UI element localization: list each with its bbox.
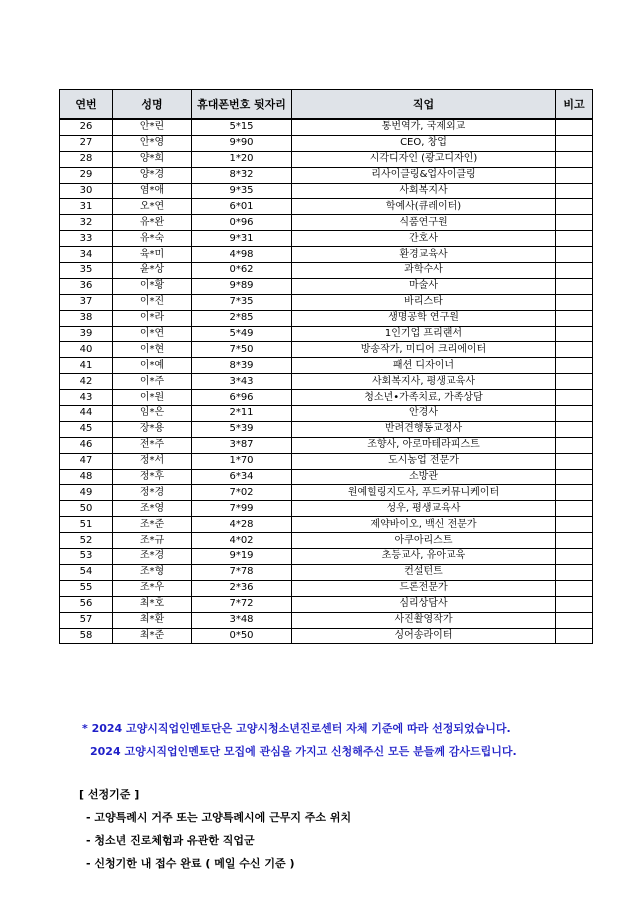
cell-phone: 0*62 <box>192 263 292 279</box>
cell-no: 46 <box>60 437 113 453</box>
cell-no: 45 <box>60 421 113 437</box>
cell-no: 42 <box>60 374 113 390</box>
cell-name: 유*숙 <box>113 231 192 247</box>
cell-no: 56 <box>60 596 113 612</box>
table-row <box>60 263 593 279</box>
cell-name: 조*준 <box>113 517 192 533</box>
cell-phone: 7*78 <box>192 564 292 580</box>
cell-note <box>556 390 593 406</box>
table-row <box>60 151 593 167</box>
cell-no: 34 <box>60 247 113 263</box>
cell-note <box>556 342 593 358</box>
cell-no: 37 <box>60 294 113 310</box>
cell-job: 생명공학 연구원 <box>292 310 556 326</box>
cell-job: 초등교사, 유아교육 <box>292 549 556 565</box>
cell-phone: 4*02 <box>192 533 292 549</box>
cell-job: 간호사 <box>292 231 556 247</box>
table-row <box>60 374 593 390</box>
table-row <box>60 310 593 326</box>
table-row <box>60 596 593 612</box>
cell-note <box>556 326 593 342</box>
cell-phone: 7*72 <box>192 596 292 612</box>
table-row <box>60 231 593 247</box>
cell-note <box>556 580 593 596</box>
cell-note <box>556 358 593 374</box>
cell-name: 윤*상 <box>113 263 192 279</box>
cell-name: 장*용 <box>113 421 192 437</box>
cell-name: 안*영 <box>113 135 192 151</box>
header-note: 비고 <box>556 90 593 120</box>
table-row <box>60 628 593 644</box>
cell-note <box>556 294 593 310</box>
cell-phone: 6*01 <box>192 199 292 215</box>
cell-no: 32 <box>60 215 113 231</box>
cell-note <box>556 215 593 231</box>
cell-job: 1인기업 프리랜서 <box>292 326 556 342</box>
cell-name: 조*규 <box>113 533 192 549</box>
table-row <box>60 342 593 358</box>
cell-phone: 9*89 <box>192 278 292 294</box>
cell-note <box>556 374 593 390</box>
cell-note <box>556 612 593 628</box>
cell-note <box>556 533 593 549</box>
cell-phone: 6*96 <box>192 390 292 406</box>
cell-no: 57 <box>60 612 113 628</box>
cell-job: 제약바이오, 백신 전문가 <box>292 517 556 533</box>
table-row <box>60 485 593 501</box>
cell-name: 유*완 <box>113 215 192 231</box>
cell-job: 사회복지사 <box>292 183 556 199</box>
cell-no: 40 <box>60 342 113 358</box>
cell-no: 52 <box>60 533 113 549</box>
cell-no: 55 <box>60 580 113 596</box>
cell-name: 육*미 <box>113 247 192 263</box>
cell-name: 조*영 <box>113 501 192 517</box>
cell-job: 학예사(큐레이터) <box>292 199 556 215</box>
cell-phone: 4*98 <box>192 247 292 263</box>
cell-job: 성우, 평생교육사 <box>292 501 556 517</box>
cell-job: 사회복지사, 평생교육사 <box>292 374 556 390</box>
cell-name: 이*라 <box>113 310 192 326</box>
table-row <box>60 580 593 596</box>
cell-no: 48 <box>60 469 113 485</box>
cell-job: 과학수사 <box>292 263 556 279</box>
cell-phone: 3*43 <box>192 374 292 390</box>
table-row <box>60 612 593 628</box>
cell-job: 소방관 <box>292 469 556 485</box>
cell-phone: 2*36 <box>192 580 292 596</box>
criteria-item: - 고양특례시 거주 또는 고양특례시에 근무지 주소 위치 <box>86 811 352 824</box>
cell-no: 41 <box>60 358 113 374</box>
cell-name: 이*진 <box>113 294 192 310</box>
cell-note <box>556 421 593 437</box>
cell-no: 28 <box>60 151 113 167</box>
cell-no: 49 <box>60 485 113 501</box>
table-row <box>60 406 593 422</box>
cell-no: 54 <box>60 564 113 580</box>
cell-name: 양*경 <box>113 167 192 183</box>
cell-name: 정*경 <box>113 485 192 501</box>
cell-job: 컨설턴트 <box>292 564 556 580</box>
cell-note <box>556 406 593 422</box>
cell-note <box>556 628 593 644</box>
cell-note <box>556 278 593 294</box>
header-job: 직업 <box>292 90 556 120</box>
cell-name: 조*경 <box>113 549 192 565</box>
cell-job: 패션 디자이너 <box>292 358 556 374</box>
table-row <box>60 437 593 453</box>
table-row <box>60 358 593 374</box>
cell-name: 이*황 <box>113 278 192 294</box>
cell-name: 정*후 <box>113 469 192 485</box>
criteria-title: [ 선정기준 ] <box>79 788 140 801</box>
cell-job: 환경교육사 <box>292 247 556 263</box>
cell-name: 양*희 <box>113 151 192 167</box>
table-row <box>60 549 593 565</box>
table-header-row <box>60 90 593 120</box>
cell-phone: 3*48 <box>192 612 292 628</box>
cell-no: 36 <box>60 278 113 294</box>
cell-no: 26 <box>60 119 113 135</box>
table-row <box>60 119 593 135</box>
cell-phone: 3*87 <box>192 437 292 453</box>
table-header <box>60 90 593 120</box>
cell-phone: 0*96 <box>192 215 292 231</box>
cell-no: 30 <box>60 183 113 199</box>
cell-note <box>556 151 593 167</box>
cell-phone: 8*39 <box>192 358 292 374</box>
table-row <box>60 564 593 580</box>
cell-no: 33 <box>60 231 113 247</box>
header-no: 연번 <box>60 90 113 120</box>
criteria-item: - 신청기한 내 접수 완료 ( 메일 수신 기준 ) <box>86 857 295 870</box>
cell-phone: 9*31 <box>192 231 292 247</box>
header-name: 성명 <box>113 90 192 120</box>
cell-no: 35 <box>60 263 113 279</box>
cell-note <box>556 501 593 517</box>
cell-phone: 5*49 <box>192 326 292 342</box>
cell-note <box>556 119 593 135</box>
cell-job: 통번역가, 국제외교 <box>292 119 556 135</box>
cell-job: 마술사 <box>292 278 556 294</box>
cell-job: 사진촬영작가 <box>292 612 556 628</box>
cell-name: 조*형 <box>113 564 192 580</box>
table-row <box>60 183 593 199</box>
cell-phone: 7*50 <box>192 342 292 358</box>
cell-phone: 9*90 <box>192 135 292 151</box>
cell-note <box>556 135 593 151</box>
cell-note <box>556 183 593 199</box>
cell-name: 이*연 <box>113 326 192 342</box>
cell-phone: 1*20 <box>192 151 292 167</box>
cell-phone: 8*32 <box>192 167 292 183</box>
cell-no: 47 <box>60 453 113 469</box>
cell-phone: 5*15 <box>192 119 292 135</box>
table-row <box>60 199 593 215</box>
cell-phone: 2*11 <box>192 406 292 422</box>
cell-note <box>556 485 593 501</box>
cell-job: 식품연구원 <box>292 215 556 231</box>
table-row <box>60 326 593 342</box>
cell-phone: 7*35 <box>192 294 292 310</box>
cell-phone: 4*28 <box>192 517 292 533</box>
cell-no: 38 <box>60 310 113 326</box>
cell-phone: 7*02 <box>192 485 292 501</box>
cell-no: 51 <box>60 517 113 533</box>
cell-name: 이*예 <box>113 358 192 374</box>
cell-job: 반려견행동교정사 <box>292 421 556 437</box>
cell-job: 안경사 <box>292 406 556 422</box>
notice-line-1: * 2024 고양시직업인멘토단은 고양시청소년진로센터 자체 기준에 따라 선정되었습니다. <box>82 722 511 735</box>
cell-note <box>556 231 593 247</box>
cell-note <box>556 310 593 326</box>
cell-no: 43 <box>60 390 113 406</box>
cell-note <box>556 199 593 215</box>
cell-job: 도시농업 전문가 <box>292 453 556 469</box>
cell-no: 53 <box>60 549 113 565</box>
table-row <box>60 501 593 517</box>
table-row <box>60 469 593 485</box>
cell-job: 바리스타 <box>292 294 556 310</box>
cell-name: 조*우 <box>113 580 192 596</box>
cell-phone: 9*19 <box>192 549 292 565</box>
cell-job: 아쿠아리스트 <box>292 533 556 549</box>
cell-no: 58 <box>60 628 113 644</box>
table-row <box>60 294 593 310</box>
cell-phone: 6*34 <box>192 469 292 485</box>
cell-no: 39 <box>60 326 113 342</box>
cell-no: 27 <box>60 135 113 151</box>
table-body <box>60 119 593 644</box>
cell-note <box>556 247 593 263</box>
cell-name: 이*현 <box>113 342 192 358</box>
table-row <box>60 390 593 406</box>
cell-no: 31 <box>60 199 113 215</box>
cell-name: 전*주 <box>113 437 192 453</box>
table-row <box>60 247 593 263</box>
cell-job: CEO, 창업 <box>292 135 556 151</box>
cell-phone: 2*85 <box>192 310 292 326</box>
cell-name: 오*연 <box>113 199 192 215</box>
cell-job: 방송작가, 미디어 크리에이터 <box>292 342 556 358</box>
notice-line-2: 2024 고양시직업인멘토단 모집에 관심을 가지고 신청해주신 모든 분들께 감사드립니다. <box>90 745 517 758</box>
cell-name: 임*은 <box>113 406 192 422</box>
cell-no: 44 <box>60 406 113 422</box>
table-row <box>60 453 593 469</box>
cell-phone: 9*35 <box>192 183 292 199</box>
cell-name: 안*린 <box>113 119 192 135</box>
header-phone: 휴대폰번호 뒷자리 <box>192 90 292 120</box>
cell-note <box>556 437 593 453</box>
cell-phone: 0*50 <box>192 628 292 644</box>
cell-note <box>556 596 593 612</box>
cell-name: 이*원 <box>113 390 192 406</box>
cell-job: 조향사, 아로마테라피스트 <box>292 437 556 453</box>
cell-note <box>556 263 593 279</box>
criteria-item: - 청소년 진로체험과 유관한 직업군 <box>86 834 255 847</box>
mentor-roster-table <box>59 89 593 644</box>
table-row <box>60 278 593 294</box>
cell-job: 싱어송라이터 <box>292 628 556 644</box>
table-row <box>60 167 593 183</box>
cell-name: 최*환 <box>113 612 192 628</box>
cell-name: 정*서 <box>113 453 192 469</box>
cell-note <box>556 453 593 469</box>
cell-no: 50 <box>60 501 113 517</box>
cell-job: 리사이클링&업사이클링 <box>292 167 556 183</box>
table-row <box>60 533 593 549</box>
cell-job: 심리상담사 <box>292 596 556 612</box>
table-row <box>60 135 593 151</box>
table-row <box>60 215 593 231</box>
cell-name: 염*애 <box>113 183 192 199</box>
cell-note <box>556 167 593 183</box>
cell-no: 29 <box>60 167 113 183</box>
cell-job: 청소년•가족치료, 가족상담 <box>292 390 556 406</box>
cell-name: 이*주 <box>113 374 192 390</box>
cell-phone: 7*99 <box>192 501 292 517</box>
cell-job: 드론전문가 <box>292 580 556 596</box>
cell-note <box>556 469 593 485</box>
cell-note <box>556 564 593 580</box>
cell-phone: 1*70 <box>192 453 292 469</box>
cell-note <box>556 517 593 533</box>
cell-job: 원예힐링지도사, 푸드커뮤니케이터 <box>292 485 556 501</box>
cell-name: 최*준 <box>113 628 192 644</box>
cell-note <box>556 549 593 565</box>
cell-name: 최*호 <box>113 596 192 612</box>
cell-phone: 5*39 <box>192 421 292 437</box>
table-row <box>60 421 593 437</box>
table-row <box>60 517 593 533</box>
cell-job: 시각디자인 (광고디자인) <box>292 151 556 167</box>
